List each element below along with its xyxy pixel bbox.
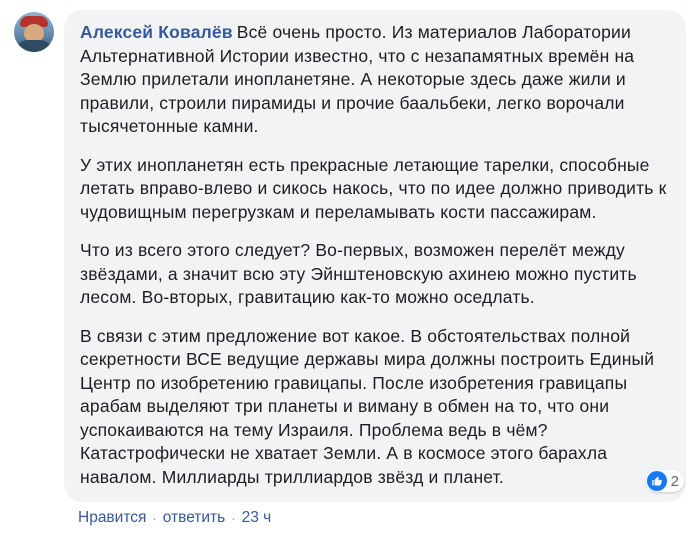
comment-text-1: Всё очень просто. Из материалов Лаборатории Альтернативной Истории известно, что с незапамятных времён на Землю прилетали инопланетяне. А некоторые здесь даже жили и правили, строили пирамиды и прочие баальбеки, легко ворочали тысячетонные камни. xyxy=(80,22,635,136)
comment-timestamp[interactable]: 23 ч xyxy=(241,509,272,526)
action-separator-2: · xyxy=(231,510,236,526)
comment-row xyxy=(14,10,686,502)
reactions-badge[interactable] xyxy=(646,470,684,492)
reaction-count: 2 xyxy=(670,472,679,490)
comment-paragraph-1 xyxy=(80,21,670,139)
like-thumbs-up-icon xyxy=(647,471,667,491)
action-separator-1: · xyxy=(152,510,157,526)
reply-button[interactable]: ответить xyxy=(162,509,226,526)
comment-bubble xyxy=(64,10,686,502)
comment-paragraph-2: У этих инопланетян есть прекрасные летающие тарелки, способные летать вправо-влево и сикось накось, что по идее должно приводить к чудовищным перегрузкам и переламывать кости пассажирам. xyxy=(80,154,667,222)
comment-author-link[interactable]: Алексей Ковалёв xyxy=(80,22,233,42)
comment-paragraph-3: Что из всего этого следует? Во-первых, возможен перелёт между звёздами, а значит всю эту Эйнштеновскую ахинею можно пустить лесом. Во-вторых, гравитацию как-то можно оседлать. xyxy=(80,240,637,307)
comment-paragraph-4: В связи с этим предложение вот какое. В обстоятельствах полной секретности ВСЕ ведущие державы мира должны построить Единый Центр по изобретению гравицапы. После изобретения гравицапы арабам выделяют три планеты и виману в обмен на то, что они успокаиваются на тему Израиля. Проблема ведь в чём? Катастрофически не хватает Земли. А в космосе этого барахла навалом. Миллиарды триллиардов звёзд и планет. xyxy=(80,325,655,487)
avatar[interactable] xyxy=(14,12,54,52)
comment-actions xyxy=(78,509,686,527)
avatar-body-shape xyxy=(16,40,52,52)
like-button[interactable]: Нравится xyxy=(78,509,147,526)
